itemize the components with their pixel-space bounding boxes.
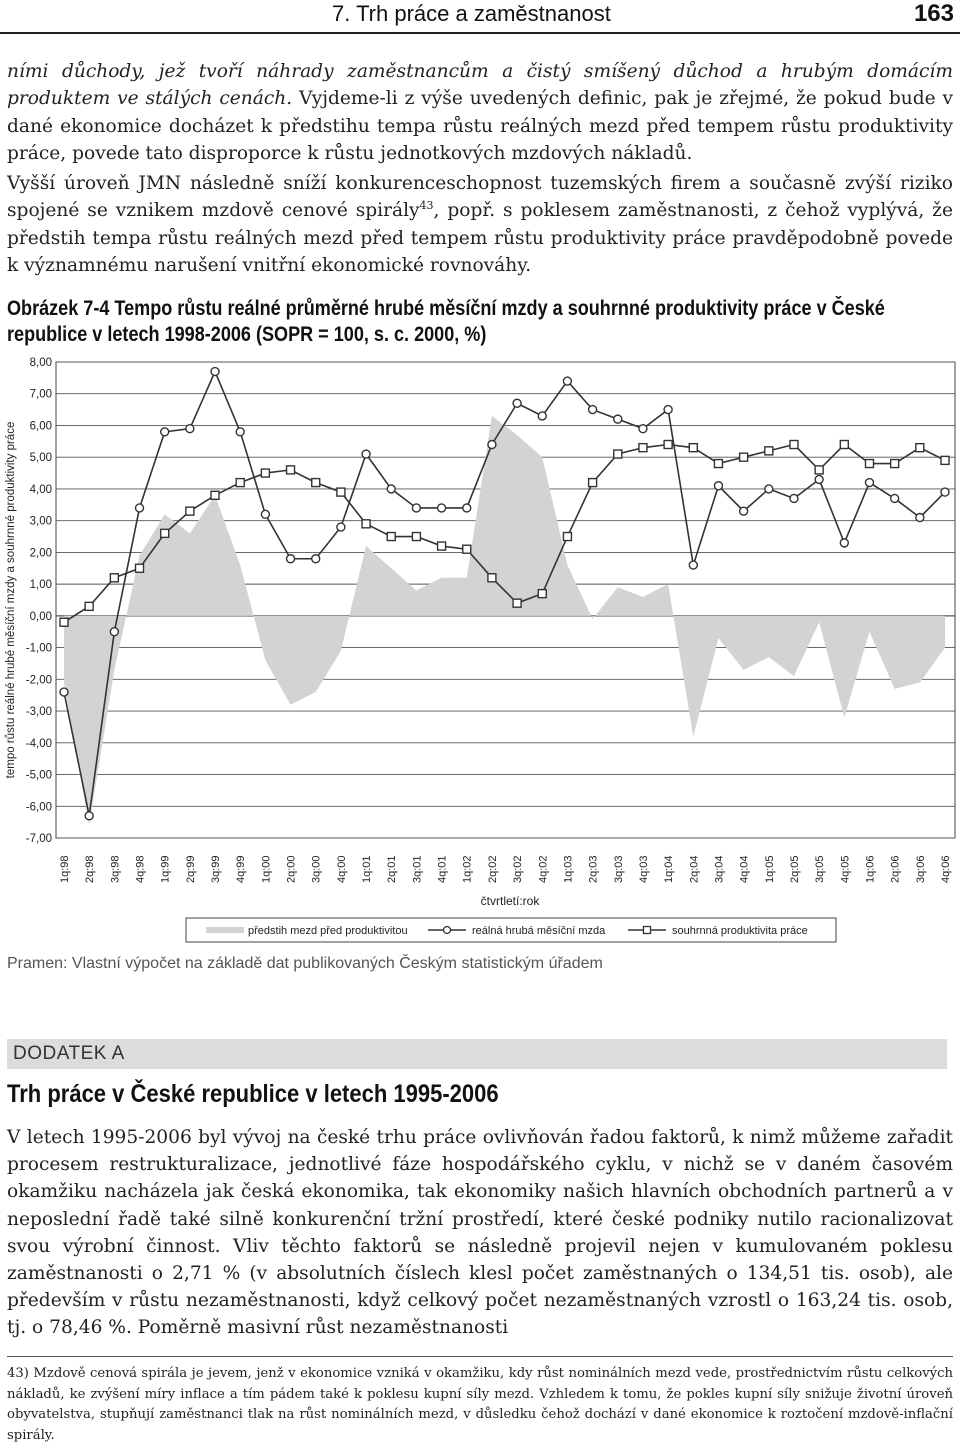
y-tick-label: 0,00 (29, 610, 52, 623)
data-point-real-wage (211, 368, 219, 376)
y-tick-label: 2,00 (29, 547, 52, 560)
data-point-real-wage (412, 504, 420, 512)
data-point-real-wage (740, 507, 748, 515)
data-point-real-wage (664, 406, 672, 414)
line-chart (0, 350, 960, 945)
data-point-productivity (287, 466, 295, 474)
data-point-real-wage (639, 425, 647, 433)
legend-marker-square (644, 927, 651, 934)
x-tick-label: 1q:99 (159, 855, 172, 883)
data-point-real-wage (765, 485, 773, 493)
data-point-real-wage (488, 441, 496, 449)
x-tick-label: 4q:00 (335, 855, 348, 883)
x-tick-label: 3q:03 (612, 855, 625, 883)
data-point-real-wage (714, 482, 722, 490)
data-point-real-wage (186, 425, 194, 433)
data-point-productivity (312, 479, 320, 487)
x-tick-label: 4q:02 (537, 855, 550, 883)
legend-entry-wage-lead: předstih mezd před produktivitou (248, 925, 408, 937)
data-point-productivity (538, 590, 546, 598)
data-point-productivity (614, 450, 622, 458)
x-tick-label: 2q:00 (285, 855, 298, 883)
data-point-productivity (261, 469, 269, 477)
paragraph-jmn-part-a: Vyšší úroveň JMN následně sníží konkurenceschopnost tuzemských firem a současně zvýší riziko spojené se vznikem mzdově cenové spirály (7, 173, 953, 222)
data-point-real-wage (815, 475, 823, 483)
data-point-productivity (689, 444, 697, 452)
data-point-productivity (714, 460, 722, 468)
data-point-productivity (463, 545, 471, 553)
data-point-productivity (412, 533, 420, 541)
data-point-real-wage (161, 428, 169, 436)
appendix-bar (7, 1039, 947, 1069)
data-point-real-wage (916, 513, 924, 521)
x-tick-label: 4q:05 (839, 855, 852, 883)
x-tick-labels (59, 855, 952, 883)
x-tick-label: 4q:06 (940, 855, 952, 883)
x-tick-label: 2q:05 (788, 855, 801, 883)
data-point-productivity (85, 602, 93, 610)
x-tick-label: 1q:00 (260, 855, 273, 883)
appendix-title: Trh práce v České republice v letech 1995-2006 (7, 1080, 499, 1108)
data-point-productivity (891, 460, 899, 468)
x-tick-label: 2q:02 (486, 855, 499, 883)
x-tick-label: 1q:01 (361, 855, 374, 883)
x-tick-label: 2q:03 (587, 855, 600, 883)
x-tick-label: 2q:04 (688, 855, 701, 883)
legend-marker-circle (444, 927, 451, 934)
y-tick-label: 7,00 (29, 388, 52, 401)
x-tick-label: 1q:98 (59, 855, 71, 883)
x-tick-label: 4q:01 (436, 855, 449, 883)
y-tick-label: 4,00 (29, 483, 52, 496)
y-tick-label: 5,00 (29, 452, 52, 465)
data-point-real-wage (387, 485, 395, 493)
data-point-productivity (563, 533, 571, 541)
footnote-reference[interactable]: 43 (419, 199, 434, 213)
data-point-real-wage (589, 406, 597, 414)
running-title: 7. Trh práce a zaměstnanost (332, 1, 611, 26)
legend-entry-productivity: souhrnná produktivita práce (672, 925, 808, 937)
data-point-real-wage (60, 688, 68, 696)
data-point-real-wage (136, 504, 144, 512)
data-point-productivity (916, 444, 924, 452)
data-point-real-wage (236, 428, 244, 436)
data-point-real-wage (337, 523, 345, 531)
data-point-productivity (362, 520, 370, 528)
data-point-real-wage (614, 415, 622, 423)
x-tick-label: 2q:06 (889, 855, 902, 883)
legend-entry-real-wage: reálná hrubá měsíční mzda (472, 925, 606, 937)
data-point-real-wage (362, 450, 370, 458)
data-point-real-wage (941, 488, 949, 496)
paragraph-intro-rest: Vyjdeme-li z výše uvedených definic, pak je zřejmé, že pokud bude v dané ekonomice docházet k předstihu tempa růstu reálných mezd před tempem růstu produktivity práce, povede tato disproporce k růstu jednotkových mzdových nákladů. (7, 88, 953, 165)
data-point-productivity (740, 453, 748, 461)
data-point-real-wage (865, 479, 873, 487)
y-tick-label: 8,00 (29, 357, 52, 369)
x-tick-label: 3q:04 (713, 855, 726, 883)
data-point-real-wage (689, 561, 697, 569)
x-axis-label: čtvrtletí:rok (480, 894, 540, 908)
x-tick-label: 4q:03 (637, 855, 650, 883)
footnote-divider (7, 1356, 953, 1357)
x-tick-label: 1q:06 (864, 855, 877, 883)
y-tick-label: -2,00 (25, 674, 52, 687)
page-header (0, 0, 960, 34)
y-tick-label: 1,00 (29, 579, 52, 592)
data-point-real-wage (287, 555, 295, 563)
y-tick-label: -4,00 (25, 737, 52, 750)
x-tick-label: 3q:05 (814, 855, 827, 883)
data-point-productivity (236, 479, 244, 487)
data-point-productivity (488, 574, 496, 582)
data-point-real-wage (110, 628, 118, 636)
data-point-real-wage (261, 510, 269, 518)
figure-caption: Obrázek 7-4 Tempo růstu reálné průměrné hrubé měsíční mzdy a souhrnné produktivity práce v České republice v letech 1998-2006 (SOPR = 100, s. c. 2000, %) (7, 297, 885, 346)
x-tick-label: 1q:02 (461, 855, 474, 883)
legend-swatch-area (206, 927, 244, 933)
data-point-productivity (337, 488, 345, 496)
y-tick-label: -3,00 (25, 706, 52, 719)
data-point-productivity (136, 564, 144, 572)
x-tick-label: 2q:01 (386, 855, 399, 883)
data-point-productivity (60, 618, 68, 626)
data-point-productivity (387, 533, 395, 541)
x-tick-label: 3q:01 (411, 855, 424, 883)
x-tick-label: 4q:98 (134, 855, 147, 883)
y-axis-label: tempo růstu reálné hrubé měsíční mzdy a souhrnné produktivity práce (5, 421, 17, 779)
data-point-real-wage (538, 412, 546, 420)
data-point-productivity (664, 441, 672, 449)
data-point-productivity (438, 542, 446, 550)
legend-entries (206, 925, 808, 937)
x-tick-label: 3q:98 (109, 855, 122, 883)
data-point-real-wage (891, 494, 899, 502)
data-point-real-wage (840, 539, 848, 547)
data-point-productivity (513, 599, 521, 607)
paragraph-jmn-part-b: , popř. s poklesem zaměstnanosti, z čehož vyplývá, že předstih tempa růstu reálných mezd před tempem růstu produktivity práce pravděpodobně povede k významnému narušení vnitřní ekonomické rovnováhy. (7, 200, 953, 277)
data-point-productivity (211, 491, 219, 499)
y-tick-label: -1,00 (25, 642, 52, 655)
data-point-productivity (815, 466, 823, 474)
y-tick-labels (26, 357, 52, 845)
x-tick-label: 3q:99 (210, 855, 223, 883)
data-point-productivity (840, 441, 848, 449)
source-note: Pramen: Vlastní výpočet na základě dat publikovaných Českým statistickým úřadem (7, 955, 603, 972)
appendix-label: DODATEK A (13, 1043, 125, 1064)
data-point-real-wage (463, 504, 471, 512)
data-point-real-wage (312, 555, 320, 563)
page-number: 163 (913, 0, 954, 27)
x-tick-label: 3q:02 (512, 855, 525, 883)
y-tick-label: -6,00 (25, 801, 52, 814)
data-point-productivity (186, 507, 194, 515)
x-tick-label: 2q:98 (84, 855, 97, 883)
data-point-real-wage (513, 399, 521, 407)
footnote-43: 43) Mzdově cenová spirála je jevem, jenž v ekonomice vzniká v okamžiku, kdy růst nominálních mezd vede, prostřednictvím růstu celkových nákladů, ke zvýšení míry inflace a tím pádem také k poklesu kupní síly mezd. Vzhledem k tomu, že pokles kupní síly snižuje životní úroveň obyvatelstva, stupňují zaměstnanci tlak na růst nominálních mezd, v důsledku čehož dochází v dané ekonomice k roztočení mzdově-inflační spirály. (7, 1366, 953, 1443)
x-tick-label: 1q:04 (663, 855, 676, 883)
y-tick-label: 3,00 (29, 515, 52, 528)
data-point-productivity (865, 460, 873, 468)
y-tick-label: -7,00 (25, 833, 52, 845)
x-tick-label: 3q:06 (914, 855, 927, 883)
data-point-productivity (161, 529, 169, 537)
data-point-real-wage (563, 377, 571, 385)
data-point-real-wage (85, 812, 93, 820)
data-point-productivity (110, 574, 118, 582)
paragraph-intro-italic: ními důchody, jež tvoří náhrady zaměstnancům a čistý smíšený důchod a hrubým domácím produktem ve stálých cenách. (7, 61, 953, 110)
x-tick-label: 2q:99 (184, 855, 197, 883)
y-tick-label: -5,00 (25, 769, 52, 782)
y-tick-label: 6,00 (29, 420, 52, 433)
data-point-real-wage (438, 504, 446, 512)
data-point-productivity (941, 456, 949, 464)
paragraph-jmn (7, 170, 953, 280)
data-point-productivity (639, 444, 647, 452)
data-point-productivity (790, 441, 798, 449)
x-tick-label: 1q:03 (562, 855, 575, 883)
x-tick-label: 4q:99 (235, 855, 248, 883)
data-point-real-wage (790, 494, 798, 502)
x-tick-label: 4q:04 (738, 855, 751, 883)
paragraph-intro (7, 58, 953, 168)
data-point-productivity (765, 447, 773, 455)
appendix-paragraph: V letech 1995-2006 byl vývoj na české trhu práce ovlivňován řadou faktorů, k nimž můžeme zařadit procesem restrukturalizace, jednotlivé fáze hospodářského cyklu, v nichž se v daném časovém okamžiku nacházela jak česká ekonomika, tak ekonomiky našich hlavních obchodních partnerů a v neposlední řadě také silně konkurenční tržní prostředí, které české podniky nutilo racionalizovat svou výrobní činnost. Vliv těchto faktorů se následně projevil nejen v kumulovaném poklesu zaměstnanosti o 2,71 % (v absolutních číslech klesl počet zaměstnaných o 134,51 tis. osob), ale především v růstu nezaměstnanosti, když celkový počet nezaměstnaných vzrostl o 163,24 tis. osob, tj. o 78,46 %. Poměrně masivní růst nezaměstnanosti (7, 1127, 953, 1339)
x-tick-label: 1q:05 (763, 855, 776, 883)
x-tick-label: 3q:00 (310, 855, 323, 883)
data-point-productivity (589, 479, 597, 487)
